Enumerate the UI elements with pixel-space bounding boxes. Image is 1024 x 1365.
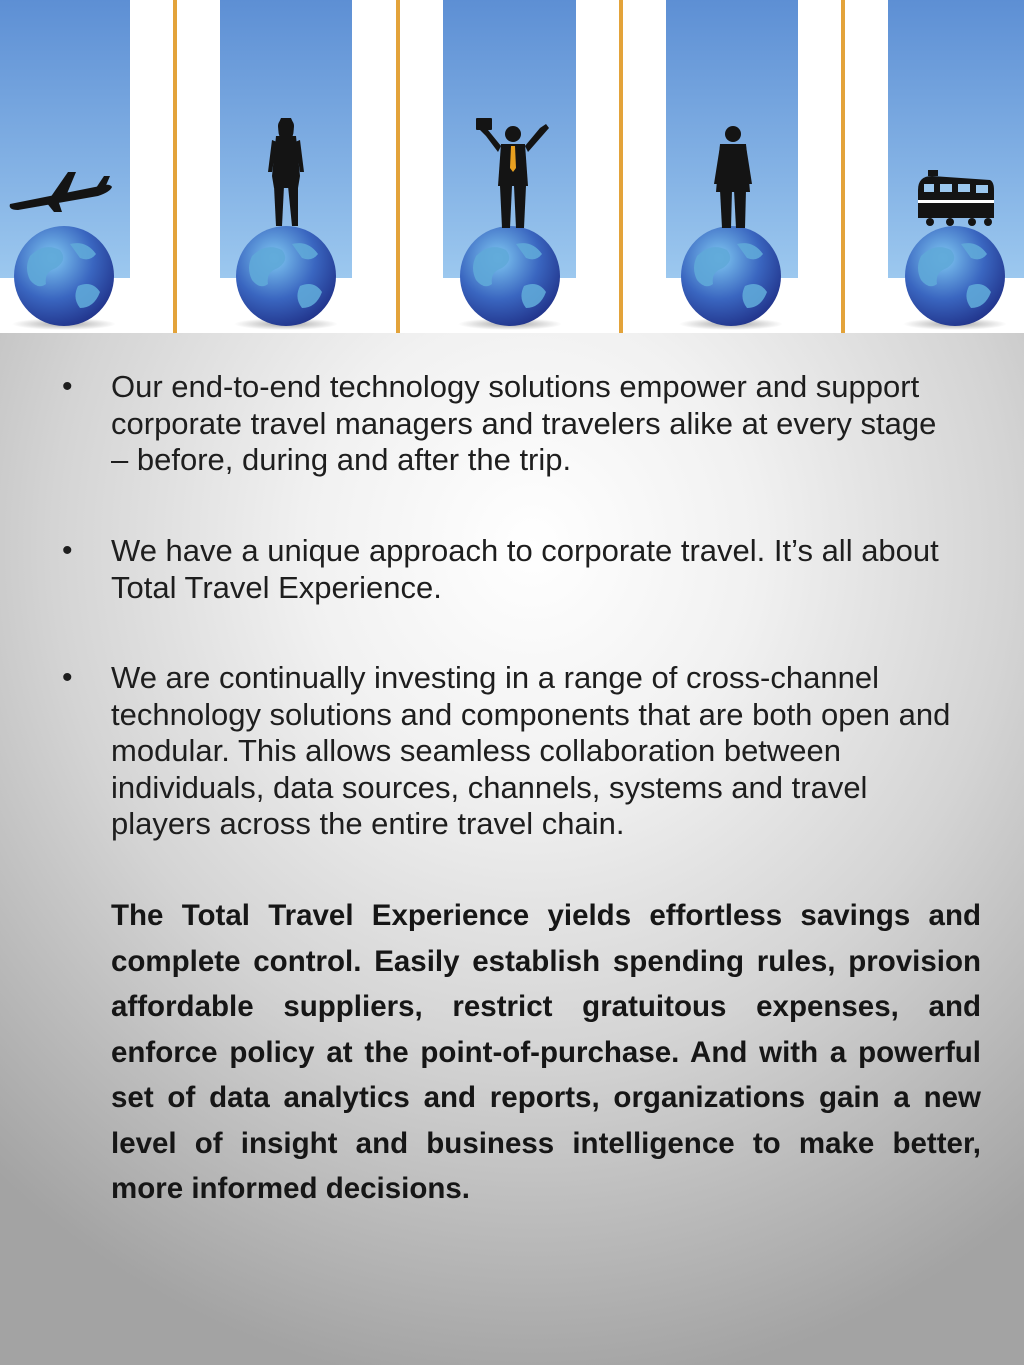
banner-illustration bbox=[0, 0, 1024, 333]
orange-divider bbox=[841, 0, 845, 333]
bullet-item bbox=[62, 660, 962, 843]
bullet-item bbox=[62, 369, 962, 479]
summary-paragraph: The Total Travel Experience yields effortless savings and complete control. Easily establish spending rules, provision affordable suppliers, restrict gratuitous expenses, and enforce policy at the point-of-purchase. And with a powerful set of data analytics and reports, organizations gain a new level of insight and business intelligence to make better, more informed decisions. bbox=[111, 899, 981, 1205]
header-banner bbox=[0, 0, 1024, 333]
bullet-marker: • bbox=[62, 534, 73, 567]
bullet-item bbox=[62, 533, 962, 606]
bullet-text: We have a unique approach to corporate travel. It’s all about Total Travel Experience. bbox=[111, 533, 939, 605]
bullet-marker: • bbox=[62, 661, 73, 694]
slide-content bbox=[0, 333, 1024, 1365]
orange-divider bbox=[396, 0, 400, 333]
bullet-text: Our end-to-end technology solutions empower and support corporate travel managers and travelers alike at every stage – before, during and after the trip. bbox=[111, 369, 937, 477]
bullet-text: We are continually investing in a range of cross-channel technology solutions and components that are both open and modular. This allows seamless collaboration between individuals, data sources, channels, systems and travel players across the entire travel chain. bbox=[111, 660, 951, 841]
orange-divider bbox=[173, 0, 177, 333]
orange-divider bbox=[619, 0, 623, 333]
bullet-marker: • bbox=[62, 370, 73, 403]
